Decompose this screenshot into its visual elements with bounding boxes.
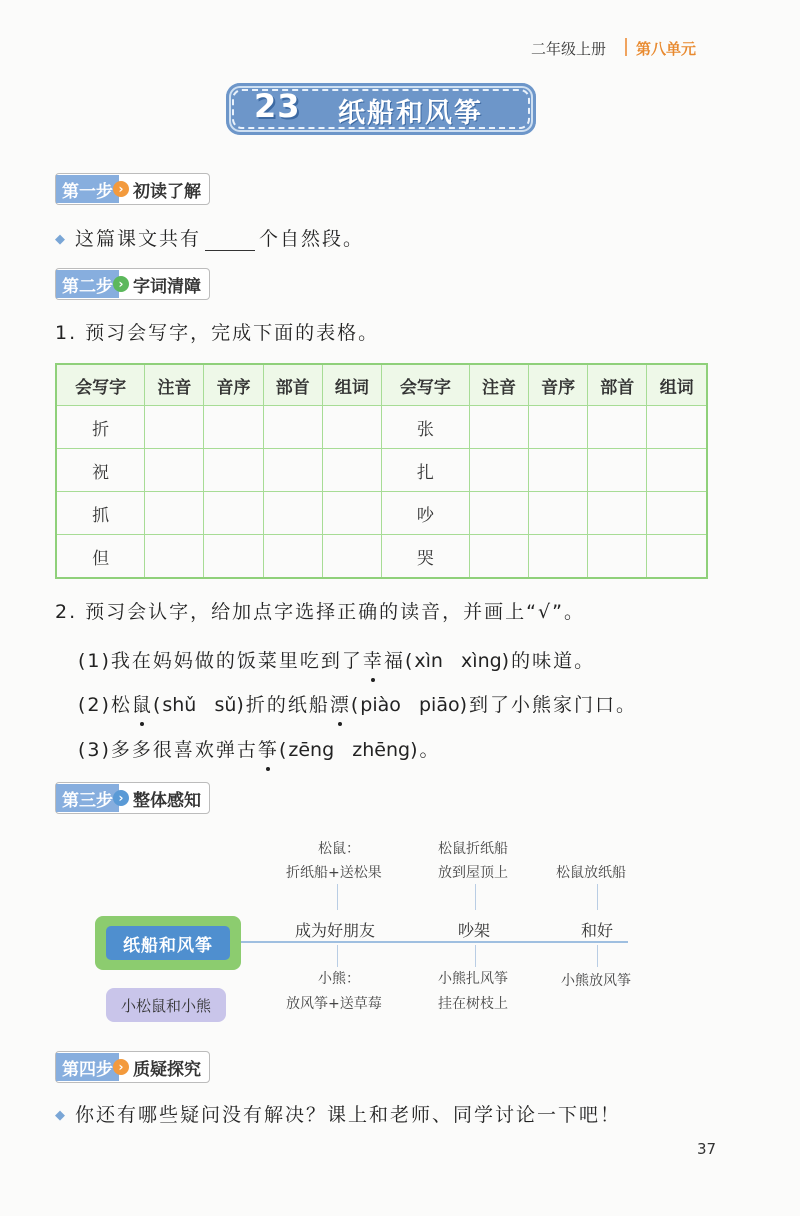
input-cell[interactable] bbox=[322, 449, 381, 492]
s2-part-d: ( bbox=[350, 694, 361, 716]
mindmap-main-label: 纸船和风筝 bbox=[106, 926, 230, 960]
char-cell: 祝 bbox=[56, 449, 145, 492]
char-cell: 张 bbox=[381, 406, 469, 449]
q2-text: 2. 预习会认字，给加点字选择正确的读音，并画上“√”。 bbox=[55, 601, 585, 623]
th-order: 音序 bbox=[204, 364, 263, 406]
step4-badge bbox=[55, 1051, 210, 1083]
stage-quarrel: 吵架 bbox=[458, 921, 491, 940]
input-cell[interactable] bbox=[647, 449, 707, 492]
s1-dotted-char: 幸 bbox=[362, 650, 384, 672]
s1-part-b: 福( bbox=[383, 650, 415, 672]
s2-part-b: ( bbox=[152, 694, 163, 716]
input-cell[interactable] bbox=[529, 492, 588, 535]
th-char: 会写字 bbox=[381, 364, 469, 406]
input-cell[interactable] bbox=[469, 535, 528, 579]
input-cell[interactable] bbox=[322, 535, 381, 579]
q-text-before: 这篇课文共有 bbox=[75, 228, 202, 250]
input-cell[interactable] bbox=[204, 449, 263, 492]
lesson-number: 23 bbox=[254, 87, 301, 125]
s1-part-a: (1)我在妈妈做的饭菜里吃到了 bbox=[78, 650, 363, 672]
step1-name: 初读了解 bbox=[133, 181, 201, 202]
step4-question-text: 你还有哪些疑问没有解决？课上和老师、同学讨论一下吧！ bbox=[75, 1104, 622, 1126]
mindmap-sub-node: 小松鼠和小熊 bbox=[106, 988, 226, 1022]
input-cell[interactable] bbox=[647, 492, 707, 535]
input-cell[interactable] bbox=[529, 406, 588, 449]
bot2-line2: 挂在树枝上 bbox=[438, 996, 508, 1012]
input-cell[interactable] bbox=[145, 535, 204, 579]
lesson-title: 纸船和风筝 bbox=[338, 98, 483, 129]
input-cell[interactable] bbox=[145, 492, 204, 535]
step3-badge bbox=[55, 782, 210, 814]
step4-name: 质疑探究 bbox=[133, 1059, 201, 1080]
top1-line1: 松鼠： bbox=[318, 841, 360, 857]
s2-pinyin-options-2[interactable]: piào piāo bbox=[360, 694, 460, 716]
connector bbox=[475, 884, 476, 910]
unit-label: 第八单元 bbox=[636, 40, 697, 58]
s1-part-c: )的味道。 bbox=[501, 650, 596, 672]
input-cell[interactable] bbox=[322, 492, 381, 535]
char-cell: 折 bbox=[56, 406, 145, 449]
sentence-3 bbox=[78, 735, 440, 762]
th-radical: 部首 bbox=[588, 364, 647, 406]
s3-pinyin-options[interactable]: zēng zhēng bbox=[288, 739, 411, 761]
connector bbox=[337, 945, 338, 967]
input-cell[interactable] bbox=[263, 406, 322, 449]
input-cell[interactable] bbox=[588, 535, 647, 579]
bot2-line1: 小熊扎风筝 bbox=[438, 971, 508, 987]
diamond-bullet-icon: ◆ bbox=[55, 1108, 67, 1123]
table-row bbox=[56, 449, 707, 492]
step3-name: 整体感知 bbox=[133, 790, 201, 811]
step4-arrow-icon: › bbox=[113, 1059, 129, 1075]
s3-part-b: ( bbox=[278, 739, 289, 761]
table-row bbox=[56, 535, 707, 579]
input-cell[interactable] bbox=[588, 449, 647, 492]
input-cell[interactable] bbox=[263, 535, 322, 579]
timeline-axis bbox=[241, 941, 628, 943]
connector bbox=[475, 945, 476, 967]
s2-dotted-char-1: 鼠 bbox=[131, 694, 153, 716]
char-cell: 但 bbox=[56, 535, 145, 579]
lesson-title-banner bbox=[226, 83, 536, 135]
input-cell[interactable] bbox=[588, 406, 647, 449]
step2-badge bbox=[55, 268, 210, 300]
sentence-2 bbox=[78, 690, 637, 717]
s2-pinyin-options-1[interactable]: shǔ sǔ bbox=[162, 694, 237, 716]
step2-arrow-icon: › bbox=[113, 276, 129, 292]
step1-label: 第一步 bbox=[56, 175, 119, 203]
q1-text: 1. 预习会写字，完成下面的表格。 bbox=[55, 322, 380, 344]
q-text-after: 个自然段。 bbox=[259, 228, 365, 250]
input-cell[interactable] bbox=[647, 406, 707, 449]
step1-question bbox=[55, 224, 364, 251]
top2-line2: 放到屋顶上 bbox=[438, 865, 508, 881]
step1-arrow-icon: › bbox=[113, 181, 129, 197]
connector bbox=[337, 884, 338, 910]
char-cell: 哭 bbox=[381, 535, 469, 579]
input-cell[interactable] bbox=[204, 406, 263, 449]
input-cell[interactable] bbox=[469, 406, 528, 449]
bot1-line1: 小熊： bbox=[318, 971, 360, 987]
char-cell: 吵 bbox=[381, 492, 469, 535]
input-cell[interactable] bbox=[529, 449, 588, 492]
table-row bbox=[56, 492, 707, 535]
s2-part-e: )到了小熊家门口。 bbox=[459, 694, 638, 716]
s3-part-a: (3)多多很喜欢弹古 bbox=[78, 739, 258, 761]
th-words: 组词 bbox=[647, 364, 707, 406]
top2-line1: 松鼠折纸船 bbox=[438, 841, 508, 857]
sentence-1 bbox=[78, 646, 595, 673]
top3-line1: 松鼠放纸船 bbox=[556, 865, 626, 881]
input-cell[interactable] bbox=[647, 535, 707, 579]
bot3-line1: 小熊放风筝 bbox=[561, 973, 631, 989]
grade-label: 二年级上册 bbox=[531, 40, 607, 58]
input-cell[interactable] bbox=[204, 492, 263, 535]
stage-friends: 成为好朋友 bbox=[295, 921, 376, 940]
step2-name: 字词清障 bbox=[133, 276, 201, 297]
table-header-row bbox=[56, 364, 707, 406]
bot1-line2: 放风筝+送草莓 bbox=[286, 996, 382, 1012]
step4-question bbox=[55, 1100, 621, 1127]
s3-dotted-char: 筝 bbox=[257, 739, 279, 761]
top1-line2: 折纸船+送松果 bbox=[286, 865, 382, 881]
th-radical: 部首 bbox=[263, 364, 322, 406]
writing-table bbox=[55, 363, 708, 579]
page-number: 37 bbox=[697, 1140, 717, 1158]
input-cell[interactable] bbox=[588, 492, 647, 535]
step1-badge bbox=[55, 173, 210, 205]
header-divider bbox=[625, 38, 627, 56]
step3-label: 第三步 bbox=[56, 784, 119, 812]
step2-label: 第二步 bbox=[56, 270, 119, 298]
char-cell: 抓 bbox=[56, 492, 145, 535]
s3-part-c: )。 bbox=[410, 739, 441, 761]
connector bbox=[597, 945, 598, 967]
input-cell[interactable] bbox=[529, 535, 588, 579]
th-order: 音序 bbox=[529, 364, 588, 406]
th-words: 组词 bbox=[322, 364, 381, 406]
mindmap-main-node bbox=[95, 916, 241, 970]
diamond-bullet-icon: ◆ bbox=[55, 232, 67, 247]
char-cell: 扎 bbox=[381, 449, 469, 492]
input-cell[interactable] bbox=[145, 406, 204, 449]
th-pinyin: 注音 bbox=[469, 364, 528, 406]
th-char: 会写字 bbox=[56, 364, 145, 406]
th-pinyin: 注音 bbox=[145, 364, 204, 406]
input-cell[interactable] bbox=[469, 492, 528, 535]
s2-part-a: (2)松 bbox=[78, 694, 132, 716]
input-cell[interactable] bbox=[469, 449, 528, 492]
stage-reconcile: 和好 bbox=[581, 921, 614, 940]
s2-part-c: )折的纸船 bbox=[236, 694, 330, 716]
connector bbox=[597, 884, 598, 910]
step3-arrow-icon: › bbox=[113, 790, 129, 806]
s2-dotted-char-2: 漂 bbox=[329, 694, 351, 716]
input-cell[interactable] bbox=[263, 449, 322, 492]
table-row bbox=[56, 406, 707, 449]
step4-label: 第四步 bbox=[56, 1053, 119, 1081]
s1-pinyin-options[interactable]: xìn xìng bbox=[414, 650, 502, 672]
input-cell[interactable] bbox=[204, 535, 263, 579]
input-cell[interactable] bbox=[322, 406, 381, 449]
input-cell[interactable] bbox=[145, 449, 204, 492]
input-cell[interactable] bbox=[263, 492, 322, 535]
answer-blank[interactable] bbox=[205, 232, 255, 251]
